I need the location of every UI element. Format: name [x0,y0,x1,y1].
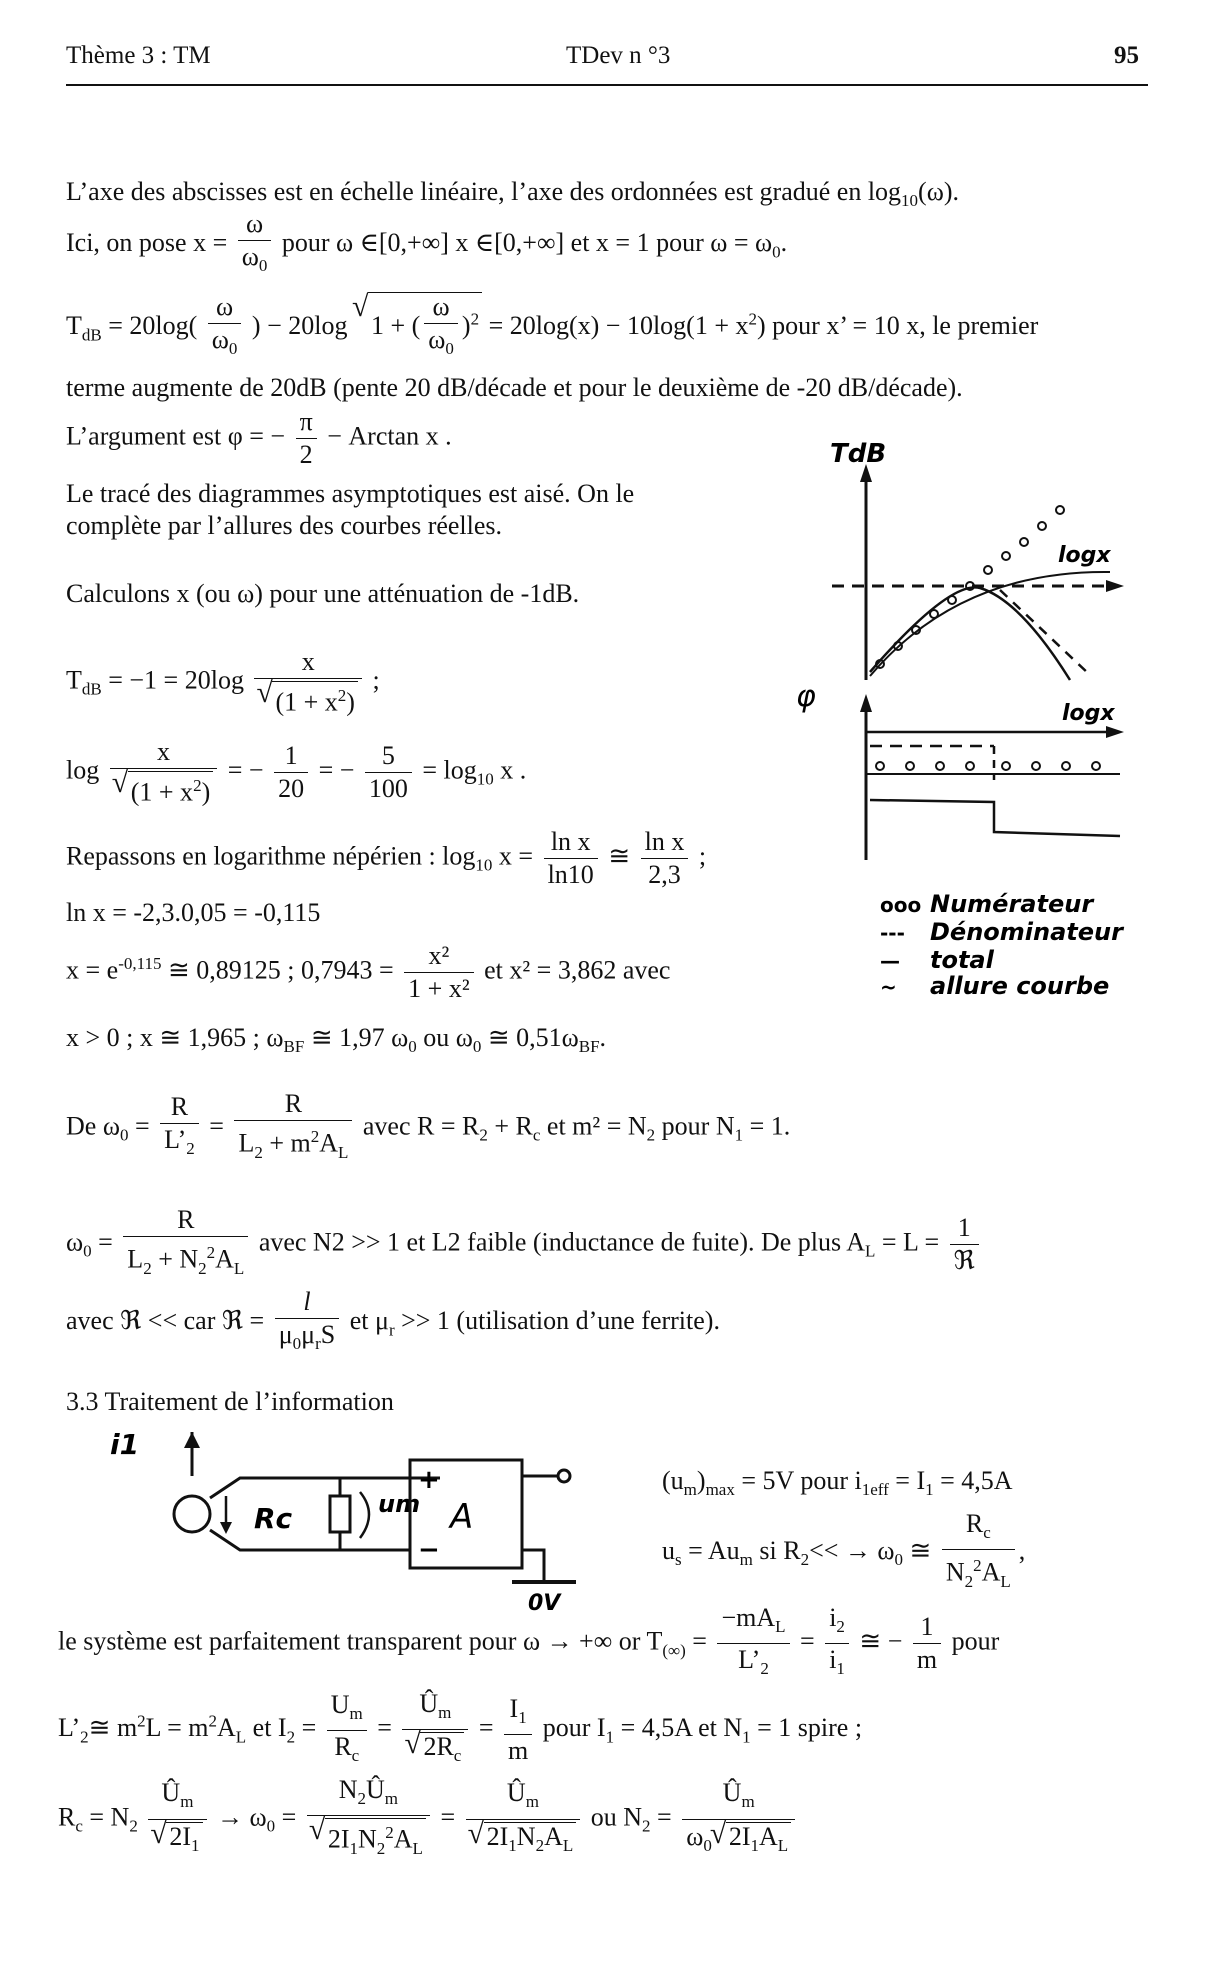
phi-total-curve [870,800,1120,836]
legend-mark-numerator: ooo [880,893,922,917]
resistor-icon [330,1496,350,1532]
logx-label-bottom: logx [1062,701,1115,726]
para-axes: L’axe des abscisses est en échelle linéaire, l’axe des ordonnées est gradué en $\log_{10}(\omega)$. [66,177,959,211]
circuit-sketch [100,1418,600,1618]
legend-denominator: Dénominateur [930,918,1123,946]
eq-l2-i2: $L’_2≅$ $m^2L = m^2A_L$ et $I_2$ = $\frac{U_m}{R_c}$ = $Û_m$ √ $2R_c$ = $\frac{I_1}{m}$ pour $I_1 = 4,5A$ et $N_1 = 1$ spire ; [58,1690,862,1770]
voltage-label: um [378,1490,421,1518]
eq-reluctance: avec ℜ << car ℜ = $\frac{l}{\mu_0\mu_rS}$ et $\mu_r >> 1$ (utilisation d’une ferrite). [66,1287,720,1354]
ground-label: 0V [528,1591,561,1616]
logx-label-top: logx [1058,543,1111,568]
eq-transparent: le système est parfaitement transparent pour ω → +∞ or $T_{(\infty)}$ = $\frac{-mA_L}{L’_2}$ = $\frac{i_2}{i_1}$ ≅ − $\frac{1}{m}$ pour [58,1603,1000,1679]
eq-omega0-n2: $\omega_0$ = $\frac{R}{L_2 + N_2^2A_L}$ avec N2 >> 1 et L2 faible (inductance de fuite). De plus $A_L = L$ = $\frac{1}{\text{ℜ}}$ [66,1206,983,1283]
resistor-label: Rc [254,1502,293,1535]
tdb-total-curve [870,587,1070,680]
legend-total: total [930,946,994,974]
eq-um-max: $(u_m)_{max} = 5V$ pour $i_{1eff} = I_1 = 4,5A$ [662,1466,1013,1500]
eq-log-ratio: log x √ $(1 + x^2)$ = − $\frac{1}{20}$ = − $\frac{5}{100}$ = $\log_{10} x$ . [66,738,526,807]
para-trace-l2: complète par l’allures des courbes réelles. [66,511,503,540]
section-heading: 3.3 Traitement de l’information [66,1387,394,1416]
eq-x-value: $x = e^{-0,115}$ ≅ 0,89125 ; 0,7943 = $\frac{\text{x²}}{\text{1 + x²}}$ et x² = 3,862 avec [66,941,671,1003]
tdb-real-curve [870,572,1110,676]
bode-legend [880,890,1125,1000]
eq-us: $u_s = Au_m$ si $R_2<< \to \omega_0$ ≅ $\frac{R_c}{N_2^2A_L}$ , [662,1509,1026,1592]
header-center: TDev n °3 [566,42,671,69]
voltage-arrow [360,1492,369,1538]
phi-numerator-circles [876,762,1100,770]
phi-label: φ [796,679,816,714]
legend-mark-denominator: --- [880,921,905,945]
eq-ln-x: ln x = -2,3.0,05 = -0,115 [66,898,321,927]
legend-numerator: Numérateur [930,890,1094,918]
eq-tdb-minus1: $T_{dB} = -1 = 20\log$ x √ $(1 + x^2)$ ; [66,648,380,717]
eq-omega0-def: De $\omega_0$ = $\frac{R}{L’_2}$ = $\frac{R}{L_2 + m^2A_L}$ avec $R = R_2 + R_c$ et $m^2 = N_2$ pour $N_1 = 1$. [66,1089,791,1162]
para-variable-x: Ici, on pose x = $\frac{\omega}{\omega_0}$ pour ω ∈[0,+∞] x ∈[0,+∞] et x = 1 pour $\omega = \omega_0$. [66,209,788,276]
para-trace-l1: Le tracé des diagrammes asymptotiques est aisé. On le [66,479,635,508]
phi-axis-arrow [860,694,872,712]
legend-curve: allure courbe [930,972,1110,1000]
eq-argument: L’argument est φ = − $\frac{\pi}{2}$ − Arctan x . [66,407,452,469]
tdb-denominator-slope [1000,590,1090,675]
current-source-icon [174,1496,210,1532]
current-arrow-head [184,1432,200,1448]
page-number: 95 [1114,42,1139,69]
bode-sketch [780,440,1160,1000]
eq-tdb: $T_{dB} = 20\log$( $\frac{\omega}{\omega_0}$ ) − 20log √ 1 + ( $\frac{\omega}{\omega_0}$ )$^2 = 20\log(x) - 10\log(1 + x^2)$ pour x’ = 10 x, le premier [66,292,1038,363]
amp-minus: − [418,1535,440,1565]
phi-x-arrow [1106,726,1124,738]
tdb-x-arrow [1106,580,1124,592]
output-terminal [558,1470,570,1482]
current-label: i1 [110,1428,140,1461]
rc-arrow-head [220,1522,232,1534]
para-attenuation: Calculons x (ou ω) pour une atténuation de -1dB. [66,579,580,608]
bottom-wire [210,1530,410,1550]
para-slopes: terme augmente de 20dB (pente 20 dB/décade et pour le deuxième de -20 dB/décade). [66,373,963,402]
amp-label: A [450,1497,474,1537]
tdb-label: TdB [830,440,887,469]
eq-natural-log: Repassons en logarithme népérien : $\log_{10} x$ = $\frac{\text{ln x}}{\ln 10}$ ≅ $\frac{\text{ln x}}{2,3}$ ; [66,827,707,889]
header-rule [66,84,1148,86]
legend-mark-total: — [880,949,900,973]
eq-rc-n2: $R_c = N_2$ $Û_m$ √ $2I_1$ → $\omega_0$ = $N_2Û_m$ √ $2I_1N_2^2A_L$ = $Û_m$ √ $2I_1N_2A_L$ ou $N_2$ = $\frac{Û_m}{\omega_0√ 2I_1A_L}$ [58,1776,799,1863]
legend-mark-curve: ~ [880,975,897,999]
amp-plus: + [418,1465,440,1495]
ground-wire [522,1550,544,1582]
header-left: Thème 3 : TM [66,42,211,69]
eq-omega-bf: x > 0 ; x ≅ 1,965 ; $\omega_{BF}$ ≅ 1,97 $\omega_0$ ou $\omega_0$ ≅ $0,51\omega_{BF}$. [66,1023,607,1057]
